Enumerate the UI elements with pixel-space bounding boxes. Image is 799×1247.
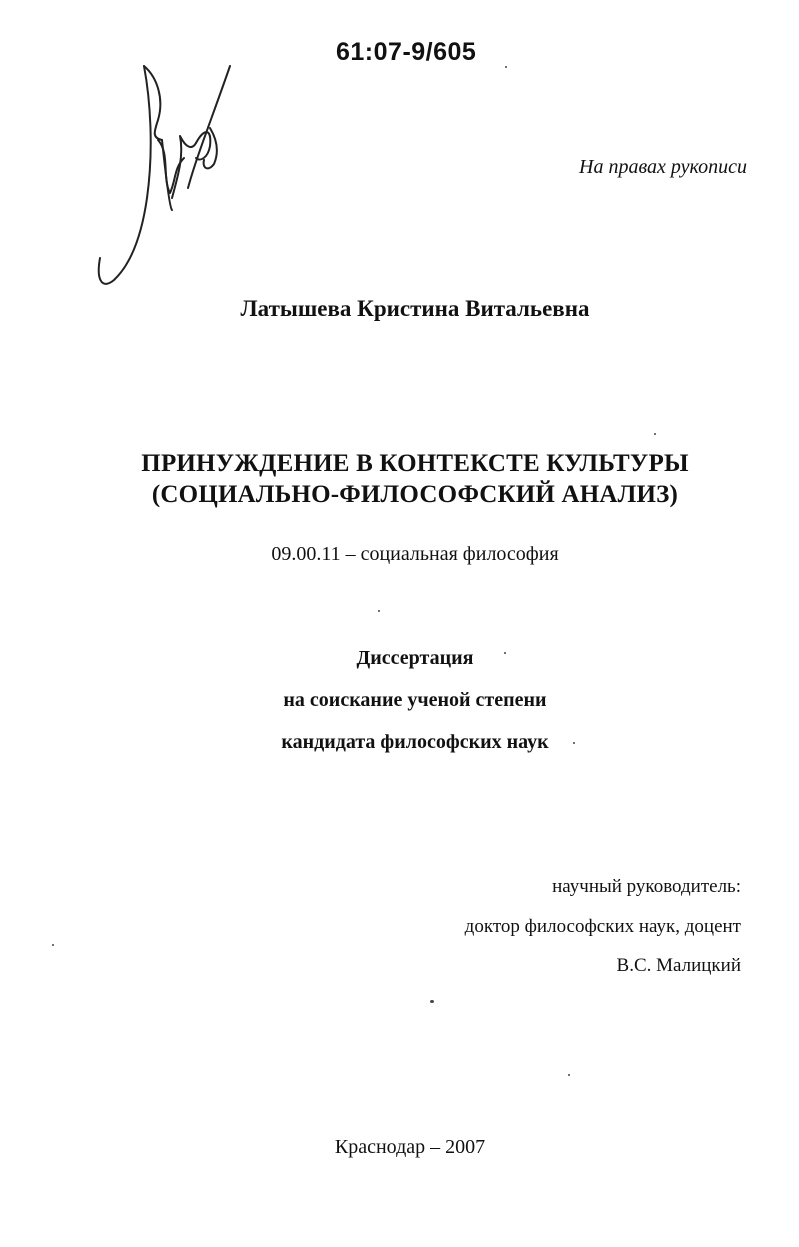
handwritten-signature-icon xyxy=(92,58,242,293)
scan-speck xyxy=(378,610,380,612)
degree-purpose: на соискание ученой степени xyxy=(283,689,547,711)
supervisor-name: В.С. Малицкий xyxy=(616,955,741,976)
scan-speck xyxy=(505,66,507,68)
scan-speck xyxy=(52,944,54,946)
rights-note: На правах рукописи xyxy=(579,156,747,178)
city-year: Краснодар – 2007 xyxy=(334,1136,486,1158)
supervisor-degree: доктор философских наук, доцент xyxy=(464,916,741,937)
dissertation-title-line-2: (СОЦИАЛЬНО-ФИЛОСОФСКИЙ АНАЛИЗ) xyxy=(151,481,679,508)
scan-speck xyxy=(568,1074,570,1076)
dissertation-label: Диссертация xyxy=(356,647,474,669)
specialty-code: 09.00.11 – социальная философия xyxy=(271,543,559,565)
scan-speck xyxy=(430,1000,434,1003)
degree-name: кандидата философских наук xyxy=(281,731,549,753)
scan-speck xyxy=(654,433,656,435)
author-name: Латышева Кристина Витальевна xyxy=(240,296,590,321)
scan-speck xyxy=(573,742,575,744)
dissertation-title-line-1: ПРИНУЖДЕНИЕ В КОНТЕКСТЕ КУЛЬТУРЫ xyxy=(141,450,689,477)
supervisor-label: научный руководитель: xyxy=(552,876,741,897)
scan-speck xyxy=(504,652,506,654)
catalog-number: 61:07-9/605 xyxy=(336,38,477,66)
